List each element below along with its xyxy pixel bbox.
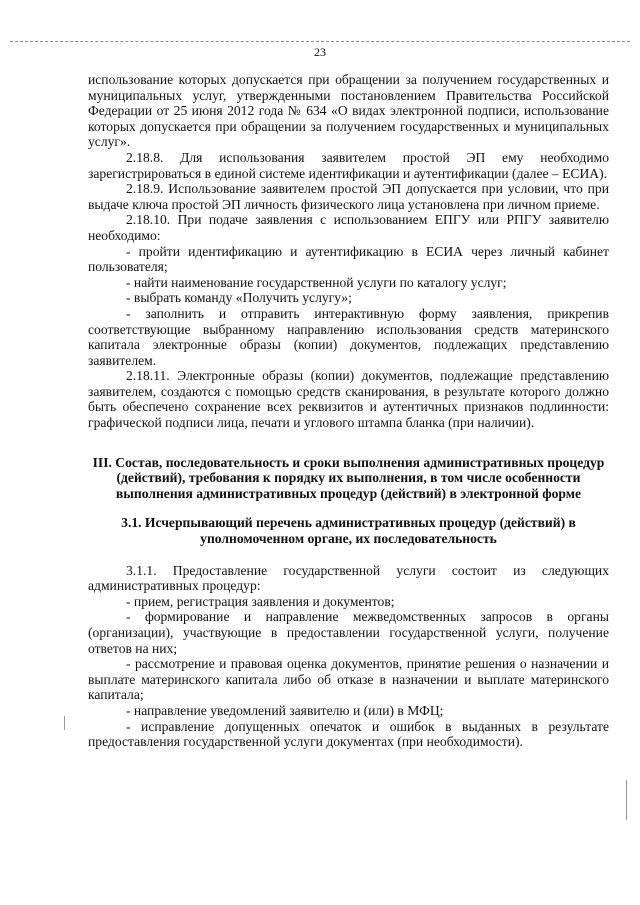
list-item: - прием, регистрация заявления и документов; — [126, 593, 395, 609]
list-item: - формирование и направление межведомственных запросов в органы (организации), участвующие в предоставлении государственной услуги, получение ответов на них; — [88, 609, 609, 656]
list-item: - рассмотрение и правовая оценка документов, принятие решения о назначении и выплате материнского капитала либо об отказе в назначении и выплате материнского капитала; — [88, 656, 609, 703]
paragraph-2-18-10: 2.18.10. При подаче заявления с использованием ЕПГУ или РПГУ заявителю необходимо: — [88, 212, 609, 243]
list-item: - выбрать команду «Получить услугу»; — [126, 290, 352, 306]
paragraph: использование которых допускается при обращении за получением государственных и муниципальных услуг, утвержденными постановлением Правительства Российской Федерации от 25 июня 2012 года № 634 «О видах электронной подписи, использование которых допускается при обращении за получением государственных и муниципальных услуг». — [88, 72, 609, 150]
list-item: - исправление допущенных опечаток и ошибок в выданных в результате предоставления государственной услуги документах (при необходимости). — [88, 718, 609, 750]
document-body — [88, 72, 609, 750]
scan-artifact — [64, 716, 65, 730]
list-item: - найти наименование государственной услуги по каталогу услуг; — [126, 274, 507, 290]
paragraph-3-1-1: 3.1.1. Предоставление государственной услуги состоит из следующих административных процедур: — [88, 562, 609, 594]
list-item: - пройти идентификацию и аутентификацию в ЕСИА через личный кабинет пользователя; — [88, 243, 609, 275]
scan-artifact — [626, 780, 627, 820]
scan-header-rule — [10, 41, 630, 42]
list-item: - заполнить и отправить интерактивную форму заявления, прикрепив соответствующие выбранному направлению использования средств материнского капитала электронные образы (копии) документов, подлежащих представлению заявителем. — [88, 305, 609, 368]
paragraph-2-18-11: 2.18.11. Электронные образы (копии) документов, подлежащие представлению заявителем, создаются с помощью средств сканирования, в результате которого должно быть обеспечено сохранение всех реквизитов и аутентичных признаков подлинности: графической подписи лица, печати и углового штампа бланка (при наличии). — [88, 368, 609, 431]
page-number: 23 — [314, 45, 326, 59]
list-item: - направление уведомлений заявителю и (или) в МФЦ; — [126, 702, 444, 718]
paragraph-2-18-8: 2.18.8. Для использования заявителем простой ЭП ему необходимо зарегистрироваться в единой системе идентификации и аутентификации (далее – ЕСИА). — [88, 149, 609, 181]
subsection-title: 3.1. Исчерпывающий перечень административных процедур (действий) в уполномоченном органе, их последовательность — [121, 515, 576, 547]
paragraph-2-18-9: 2.18.9. Использование заявителем простой ЭП допускается при условии, что при выдаче ключа простой ЭП личность физического лица установлена при личном приеме. — [88, 181, 609, 212]
section-title: III. Состав, последовательность и сроки выполнения административных процедур (действий), требования к порядку их выполнения, в том числе особенности выполнения административных процедур (действий) в электронной форме — [92, 454, 605, 501]
